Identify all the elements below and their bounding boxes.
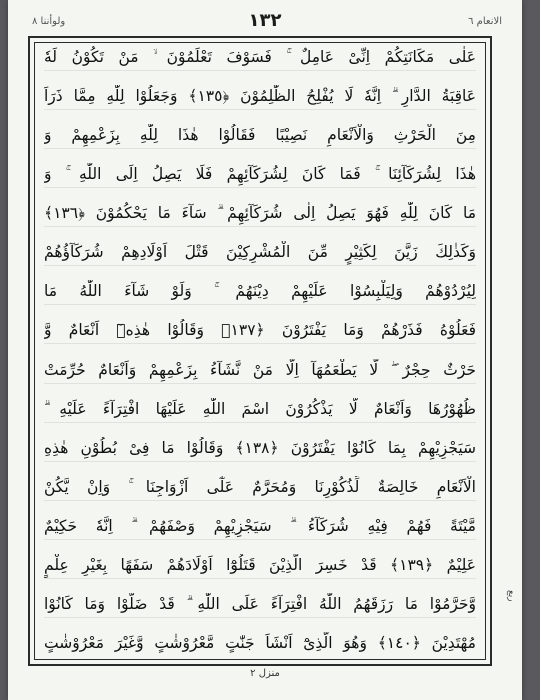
text-line-16: مُهْتَدِيْنَ ﴿١٤٠﴾ وَهُوَ الَّذِىْٓ اَنْشَاَ جَنّٰتٍ مَّعْرُوْشٰتٍ وَّغَيْرَ مَعْرُوْشٰتٍ — [44, 633, 476, 652]
text-line-10: ظُهُوْرُهَا وَاَنْعَامٌ لَّا يَذْكُرُوْنَ اسْمَ اللّٰهِ عَلَيْهَا افْتِرَآءً عَلَيْهِ ۗ — [44, 398, 476, 423]
text-line-2: عَاقِبَةُ الدَّارِ ۗ اِنَّهٗ لَا يُفْلِحُ الظّٰلِمُوْنَ ﴿١٣٥﴾ وَجَعَلُوْا لِلّٰهِ مِمَّا ذَرَاَ — [44, 85, 476, 110]
text-line-15: وَّحَرَّمُوْا مَا رَزَقَهُمُ اللّٰهُ افْتِرَآءً عَلَى اللّٰهِ ۗ قَدْ ضَلُّوْا وَمَا كَانُوْا — [44, 593, 476, 618]
text-line-4: هٰذَا لِشُرَكَآئِنَا ۚ فَمَا كَانَ لِشُرَكَآئِهِمْ فَلَا يَصِلُ اِلَى اللّٰهِ ۚ وَ — [44, 163, 476, 188]
text-line-1: عَلٰى مَكَانَتِكُمْ اِنِّىْ عَامِلٌ ۚ فَسَوْفَ تَعْلَمُوْنَ ۙ مَنْ تَكُوْنُ لَهٗ — [44, 46, 476, 71]
text-line-3: مِنَ الْحَرْثِ وَالْاَنْعَامِ نَصِيْبًا فَقَالُوْا هٰذَا لِلّٰهِ بِزَعْمِهِمْ وَ — [44, 124, 476, 149]
page-header — [8, 10, 522, 36]
ayah-lines — [44, 46, 476, 656]
text-line-11: سَيَجْزِيْهِمْ بِمَا كَانُوْا يَفْتَرُوْنَ ﴿١٣٨﴾ وَقَالُوْا مَا فِىْ بُطُوْنِ هٰذِهِ — [44, 437, 476, 462]
manzil-footer: منزل ٢ — [250, 668, 280, 679]
surah-title: الانعام ٦ — [468, 16, 502, 27]
text-line-13: مَّيْتَةً فَهُمْ فِيْهِ شُرَكَآءُ ۗ سَيَجْزِيْهِمْ وَصْفَهُمْ ۗ اِنَّهٗ حَكِيْمٌ — [44, 515, 476, 540]
text-line-7: لِيُرْدُوْهُمْ وَلِيَلْبِسُوْا عَلَيْهِمْ دِيْنَهُمْ ۚ وَلَوْ شَآءَ اللّٰهُ مَا — [44, 280, 476, 305]
text-line-6: وَكَذٰلِكَ زَيَّنَ لِكَثِيْرٍ مِّنَ الْمُشْرِكِيْنَ قَتْلَ اَوْلَادِهِمْ شُرَكَآؤُهُمْ — [44, 241, 476, 266]
mushaf-page — [8, 0, 522, 700]
text-line-14: عَلِيْمٌ ﴿١٣٩﴾ قَدْ خَسِرَ الَّذِيْنَ قَتَلُوْٓا اَوْلَادَهُمْ سَفَهًا بِغَيْرِ عِلْمٍ — [44, 554, 476, 579]
text-line-9: حَرْثٌ حِجْرٌ ۖ لَّا يَطْعَمُهَآ اِلَّا مَنْ نَّشَآءُ بِزَعْمِهِمْ وَاَنْعَامٌ حُرِّمَتْ — [44, 359, 476, 384]
margin-note: ربع — [506, 590, 516, 602]
page-number: ١٣٢ — [248, 10, 282, 31]
text-frame — [28, 36, 492, 666]
juz-title: ولوأننا ٨ — [32, 16, 66, 27]
text-line-8: فَعَلُوْهُ فَذَرْهُمْ وَمَا يَفْتَرُوْنَ ﴿١٣٧﴾ وَقَالُوْا هٰذِهٖٓ اَنْعَامٌ وَّ — [44, 319, 476, 344]
text-line-5: مَا كَانَ لِلّٰهِ فَهُوَ يَصِلُ اِلٰى شُرَكَآئِهِمْ ۗ سَآءَ مَا يَحْكُمُوْنَ ﴿١٣٦﴾ — [44, 202, 476, 227]
text-line-12: الْاَنْعَامِ خَالِصَةٌ لِّذُكُوْرِنَا وَمُحَرَّمٌ عَلٰٓى اَزْوَاجِنَا ۚ وَاِنْ يَّكُنْ — [44, 476, 476, 501]
